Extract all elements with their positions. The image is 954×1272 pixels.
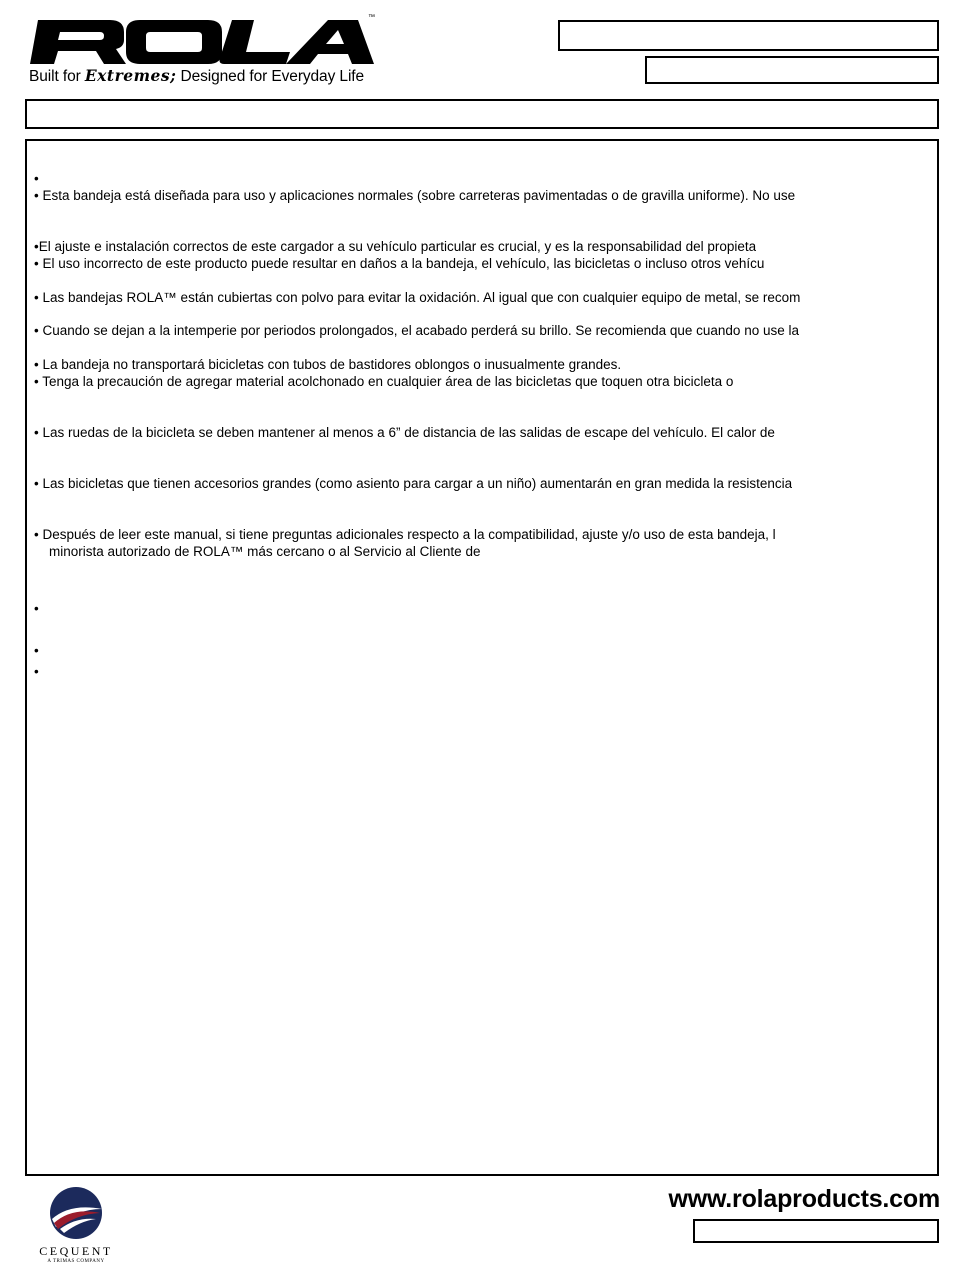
title-bar-box — [25, 99, 939, 129]
website-url: www.rolaproducts.com — [668, 1185, 940, 1213]
tagline-prefix: Built for — [29, 68, 85, 85]
instruction-line: • — [34, 643, 39, 658]
instruction-line: • El uso incorrecto de este producto puede resultar en daños a la bandeja, el vehículo, las bicicletas o incluso otros vehícu — [34, 256, 765, 271]
instruction-line: • Las ruedas de la bicicleta se deben mantener al menos a 6” de distancia de las salidas de escape del vehículo. El calor de — [34, 425, 775, 440]
instruction-line: • Después de leer este manual, si tiene preguntas adicionales respecto a la compatibilidad, ajuste y/o uso de esta bandeja, l — [34, 527, 776, 542]
tagline-extremes: Extremes; — [84, 66, 177, 85]
instruction-line: • Cuando se dejan a la intemperie por periodos prolongados, el acabado perderá su brillo. Se recomienda que cuando no use la — [34, 323, 799, 338]
trademark-mark: ™ — [368, 14, 375, 21]
instruction-line: • Tenga la precaución de agregar material acolchonado en cualquier área de las bicicletas que toquen otra bicicleta o — [34, 374, 734, 389]
footer-field-box — [693, 1219, 939, 1243]
instruction-line: • Las bicicletas que tienen accesorios grandes (como asiento para cargar a un niño) aumentarán en gran medida la resistencia — [34, 476, 793, 491]
instruction-line: •El ajuste e instalación correctos de este cargador a su vehículo particular es crucial, y es la responsabilidad del propieta — [34, 239, 757, 254]
cequent-subtitle: A TRIMAS COMPANY — [47, 1259, 105, 1264]
brand-tagline — [29, 66, 364, 87]
rola-wordmark — [28, 18, 378, 66]
instruction-line: • Esta bandeja está diseñada para uso y aplicaciones normales (sobre carreteras pavimentadas o de gravilla uniforme). No use — [34, 188, 796, 203]
instruction-line: • — [34, 171, 39, 186]
instruction-line: • La bandeja no transportará bicicletas con tubos de bastidores oblongos o inusualmente grandes. — [34, 357, 622, 372]
cequent-logo-icon — [46, 1183, 106, 1243]
header-field-box — [558, 20, 939, 51]
instruction-line: • Las bandejas ROLA™ están cubiertas con polvo para evitar la oxidación. Al igual que con cualquier equipo de metal, se recom — [34, 290, 801, 305]
instruction-line: • — [34, 664, 39, 679]
part-number-box — [645, 56, 939, 84]
instruction-line: • — [34, 601, 39, 616]
tagline-suffix: Designed for Everyday Life — [176, 68, 365, 85]
instruction-line: minorista autorizado de ROLA™ más cercano o al Servicio al Cliente de — [34, 544, 481, 559]
cequent-name: CEQUENT — [39, 1244, 113, 1258]
